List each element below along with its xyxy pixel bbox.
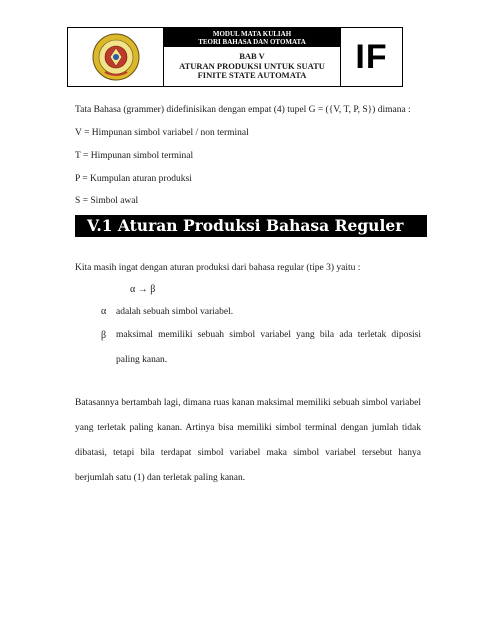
grammar-definition: Tata Bahasa (grammer) didefinisikan dengan empat (4) tupel G = ({V, T, P, S}) dimana : xyxy=(75,105,411,115)
chapter-title-line-1: ATURAN PRODUKSI UNTUK SUATU xyxy=(179,60,325,71)
definition-t: T = Himpunan simbol terminal xyxy=(75,151,194,161)
section-heading: V.1 Aturan Produksi Bahasa Reguler xyxy=(75,215,427,237)
bullet-beta-text: maksimal memiliki sebuah simbol variabel yang bila ada terletak diposisi paling kanan. xyxy=(116,330,421,365)
lead-paragraph: Kita masih ingat dengan aturan produksi dari bahasa regular (tipe 3) yaitu : xyxy=(75,263,361,273)
chapter-number: BAB V xyxy=(239,51,265,62)
production-rule: α → β xyxy=(130,284,156,295)
module-title-line-2: TEORI BAHASA DAN OTOMATA xyxy=(198,38,306,46)
bullet-alpha-symbol: α xyxy=(101,306,107,317)
logo-cell xyxy=(68,28,164,86)
module-title xyxy=(164,28,340,47)
module-header xyxy=(67,27,403,87)
university-seal-icon xyxy=(91,32,141,82)
chapter-title-line-2: FINITE STATE AUTOMATA xyxy=(197,70,307,81)
definition-p: P = Kumpulan aturan produksi xyxy=(75,174,192,184)
chapter-title xyxy=(164,47,340,86)
header-title-cell xyxy=(164,28,341,86)
bullet-alpha-text: adalah sebuah simbol variabel. xyxy=(116,307,234,317)
module-title-line-1: MODUL MATA KULIAH xyxy=(212,30,292,38)
if-badge: IF xyxy=(355,37,388,76)
definition-s: S = Simbol awal xyxy=(75,196,139,206)
definition-v: V = Himpunan simbol variabel / non terminal xyxy=(75,128,249,138)
bullet-beta-symbol: β xyxy=(101,330,107,341)
closing-paragraph: Batasannya bertambah lagi, dimana ruas kanan maksimal memiliki sebuah simbol variabel yang terletak paling kanan. Artinya bisa memiliki simbol terminal dengan jumlah tidak dibatasi, tetapi bila terdapat simbol variabel maka simbol variabel tersebut hanya berjumlah satu (1) dan terletak paling kanan. xyxy=(75,398,421,483)
